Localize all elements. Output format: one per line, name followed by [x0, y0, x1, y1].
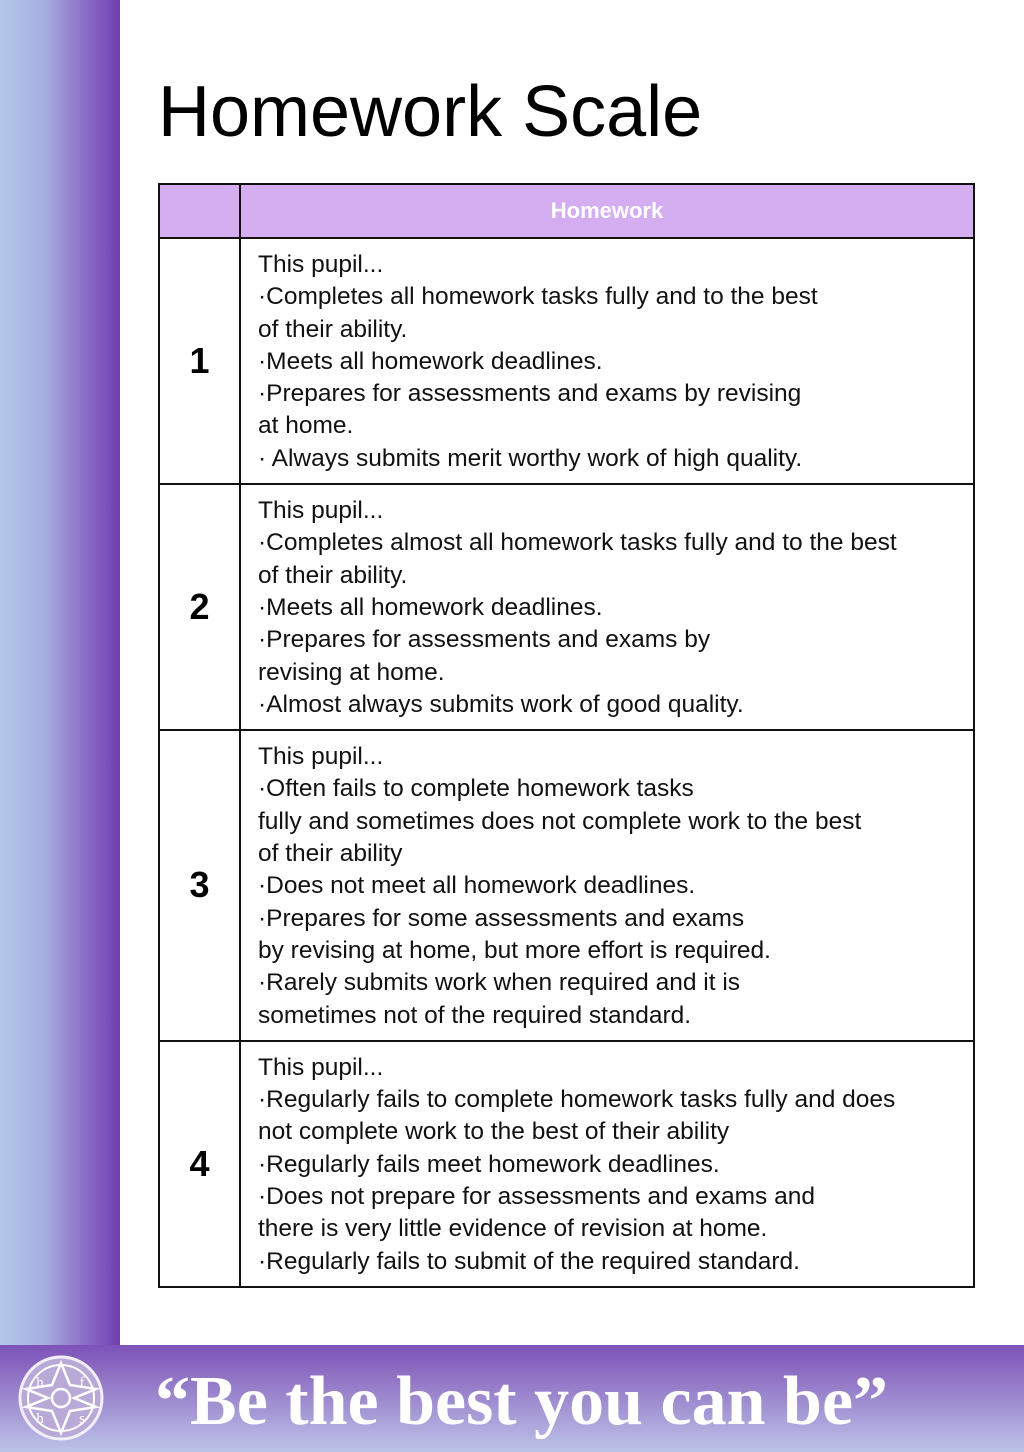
school-motto: “Be the best you can be”: [155, 1363, 889, 1440]
crest-letter: h: [36, 1411, 44, 1427]
level-description: This pupil... ·Regularly fails to complete homework tasks fully and does not complete work to the best of their ability ·Regularly fails meet homework deadlines. ·Does not prepare for assessments and exams and there is very little evidence of revision at home. ·Regularly fails to submit of the required standard.: [240, 1041, 974, 1287]
level-number: 2: [159, 484, 240, 730]
level-description: This pupil... ·Completes almost all homework tasks fully and to the best of their ability. ·Meets all homework deadlines. ·Prepares for assessments and exams by revising at home. ·Almost always submits work of good quality.: [240, 484, 974, 730]
level-description: This pupil... ·Completes all homework tasks fully and to the best of their ability. ·Meets all homework deadlines. ·Prepares for assessments and exams by revising at home. · Always submits merit worthy work of high quality.: [240, 238, 974, 484]
level-description: This pupil... ·Often fails to complete homework tasks fully and sometimes does not complete work to the best of their ability ·Does not meet all homework deadlines. ·Prepares for some assessments and exams by revising at home, but more effort is required. ·Rarely submits work when required and it is sometimes not of the required standard.: [240, 730, 974, 1041]
level-number: 3: [159, 730, 240, 1041]
table-row: [159, 484, 974, 730]
table-row: [159, 238, 974, 484]
table-row: [159, 730, 974, 1041]
left-decorative-bar: [0, 0, 120, 1345]
school-crest-icon: [18, 1355, 104, 1441]
crest-letter: f: [79, 1375, 85, 1391]
header-homework-cell: Homework: [240, 184, 974, 238]
header-corner-cell: [159, 184, 240, 238]
table-header-row: [159, 184, 974, 238]
homework-scale-table: [158, 183, 975, 1288]
table-row: [159, 1041, 974, 1287]
crest-letter: h: [36, 1375, 44, 1391]
page-title: Homework Scale: [158, 72, 703, 152]
level-number: 4: [159, 1041, 240, 1287]
crest-letter: s: [79, 1411, 85, 1427]
level-number: 1: [159, 238, 240, 484]
